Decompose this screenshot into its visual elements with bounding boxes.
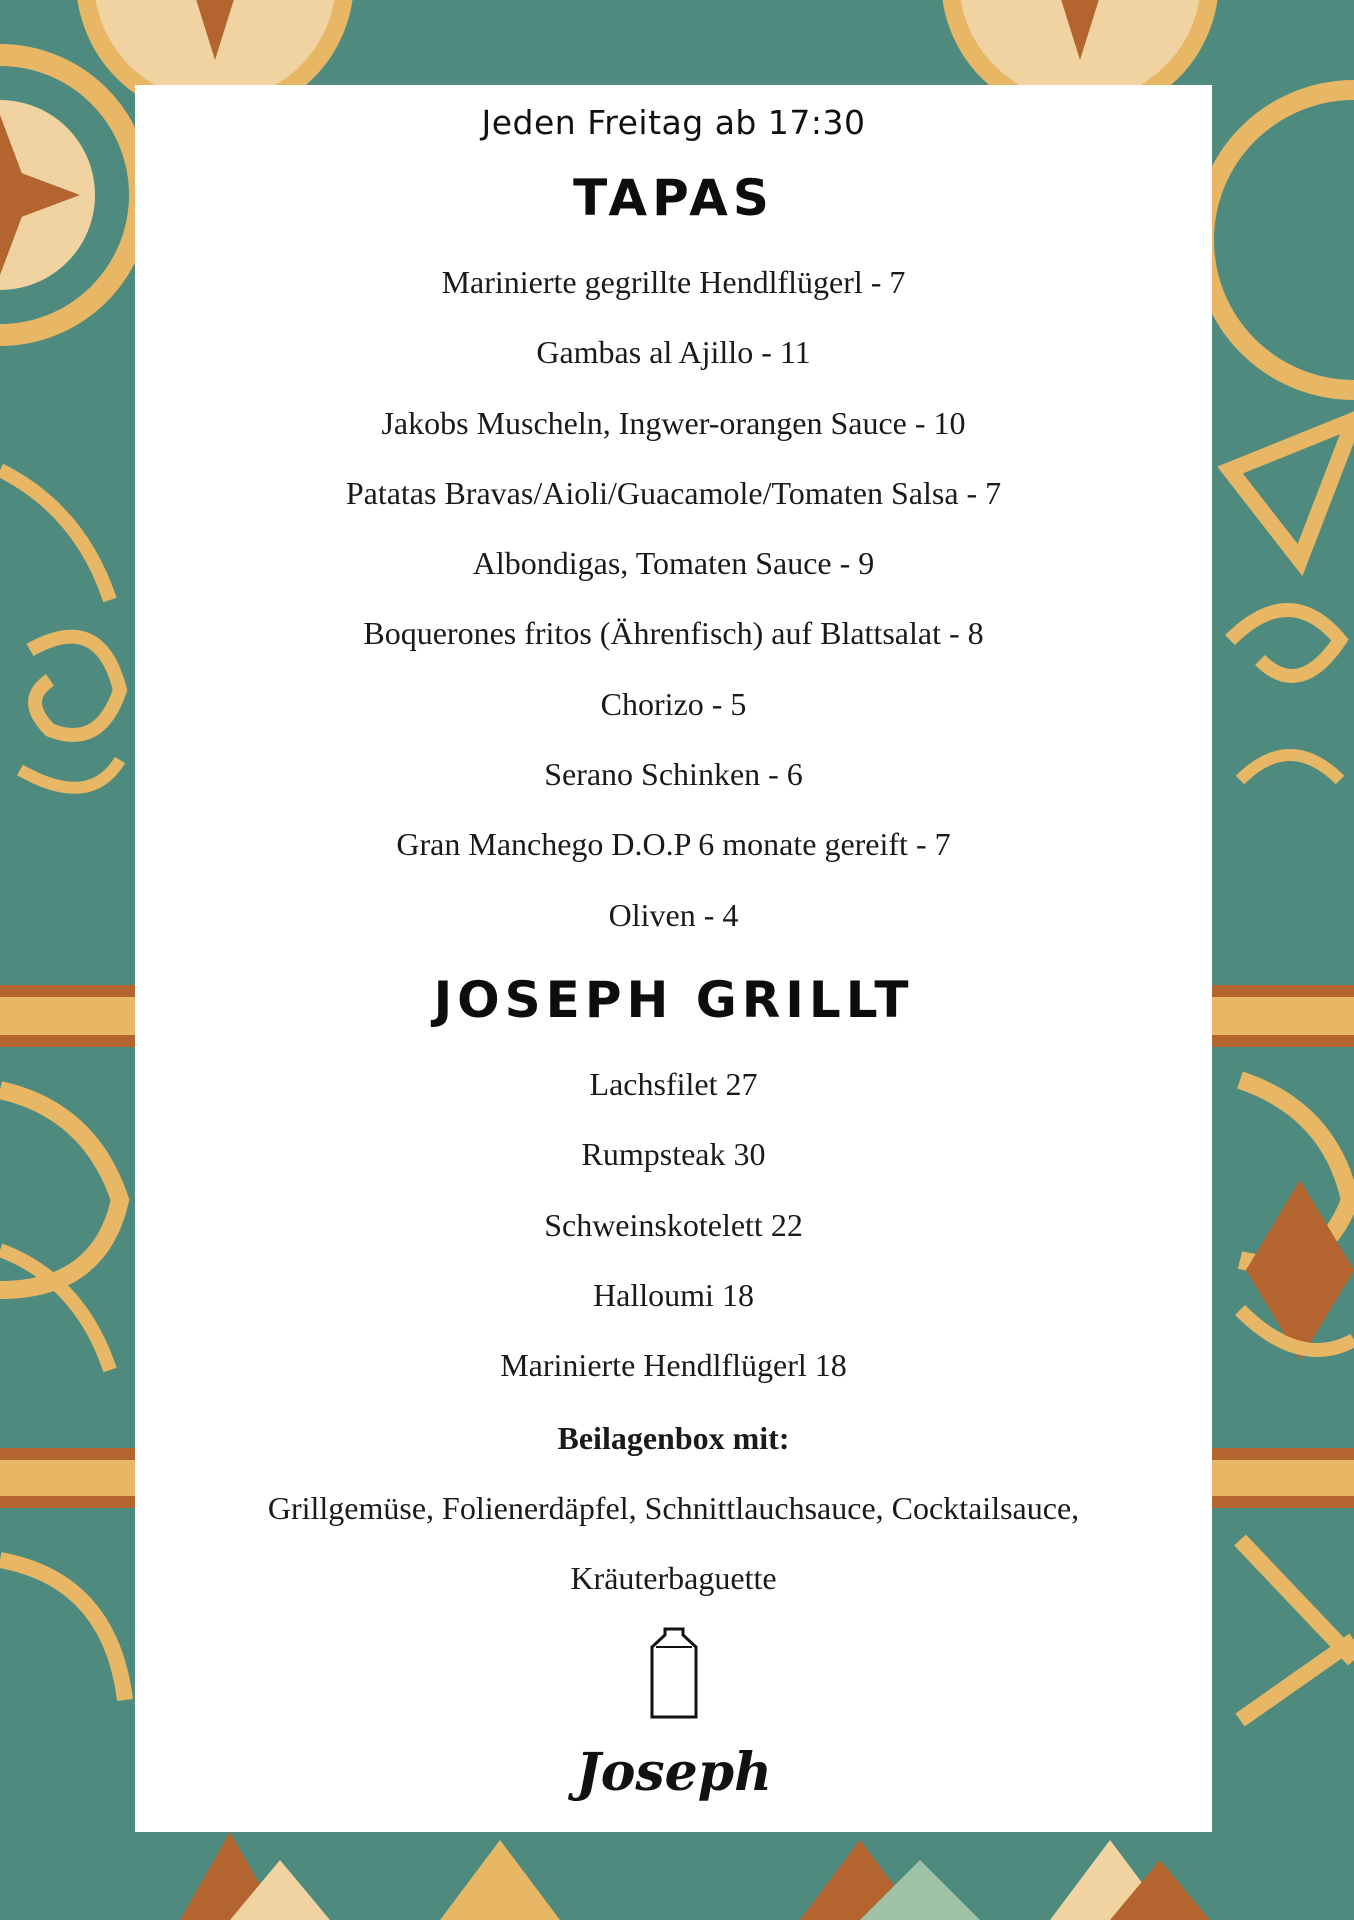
bottle-icon bbox=[564, 1625, 784, 1815]
menu-item: Halloumi 18 bbox=[593, 1276, 754, 1313]
grill-list bbox=[135, 1049, 1212, 1400]
grill-heading: JOSEPH GRILLT bbox=[433, 971, 914, 1029]
menu-item: Marinierte Hendlflügerl 18 bbox=[500, 1347, 847, 1384]
menu-item: Boquerones fritos (Ährenfisch) auf Blattsalat - 8 bbox=[363, 615, 984, 652]
menu-item: Patatas Bravas/Aioli/Guacamole/Tomaten Salsa - 7 bbox=[345, 474, 1002, 511]
menu-item: Marinierte gegrillte Hendlflügerl - 7 bbox=[441, 264, 906, 300]
joseph-logo bbox=[135, 1625, 1212, 1815]
menu-item: Gambas al Ajillo - 11 bbox=[536, 334, 811, 371]
menu-item: Lachsfilet 27 bbox=[589, 1066, 758, 1102]
tapas-heading: TAPAS bbox=[573, 169, 774, 227]
menu-card bbox=[135, 85, 1212, 1832]
sides-text: Grillgemüse, Folienerdäpfel, Schnittlauchsauce, Cocktailsauce, Kräuterbaguette bbox=[267, 1490, 1080, 1596]
menu-item: Rumpsteak 30 bbox=[581, 1136, 766, 1173]
logo-text: Joseph bbox=[575, 1742, 772, 1803]
sides-label: Beilagenbox mit: bbox=[557, 1420, 790, 1456]
event-time-text: Jeden Freitag ab 17:30 bbox=[481, 103, 866, 142]
menu-item: Jakobs Muscheln, Ingwer-orangen Sauce - 10 bbox=[381, 404, 966, 441]
menu-item: Serano Schinken - 6 bbox=[544, 756, 803, 793]
menu-item: Gran Manchego D.O.P 6 monate gereift - 7 bbox=[396, 826, 951, 863]
menu-item: Schweinskotelett 22 bbox=[544, 1206, 803, 1243]
menu-item: Albondigas, Tomaten Sauce - 9 bbox=[472, 545, 875, 582]
tapas-list bbox=[135, 247, 1212, 950]
menu-item: Chorizo - 5 bbox=[600, 685, 747, 722]
menu-item: Oliven - 4 bbox=[608, 896, 739, 933]
